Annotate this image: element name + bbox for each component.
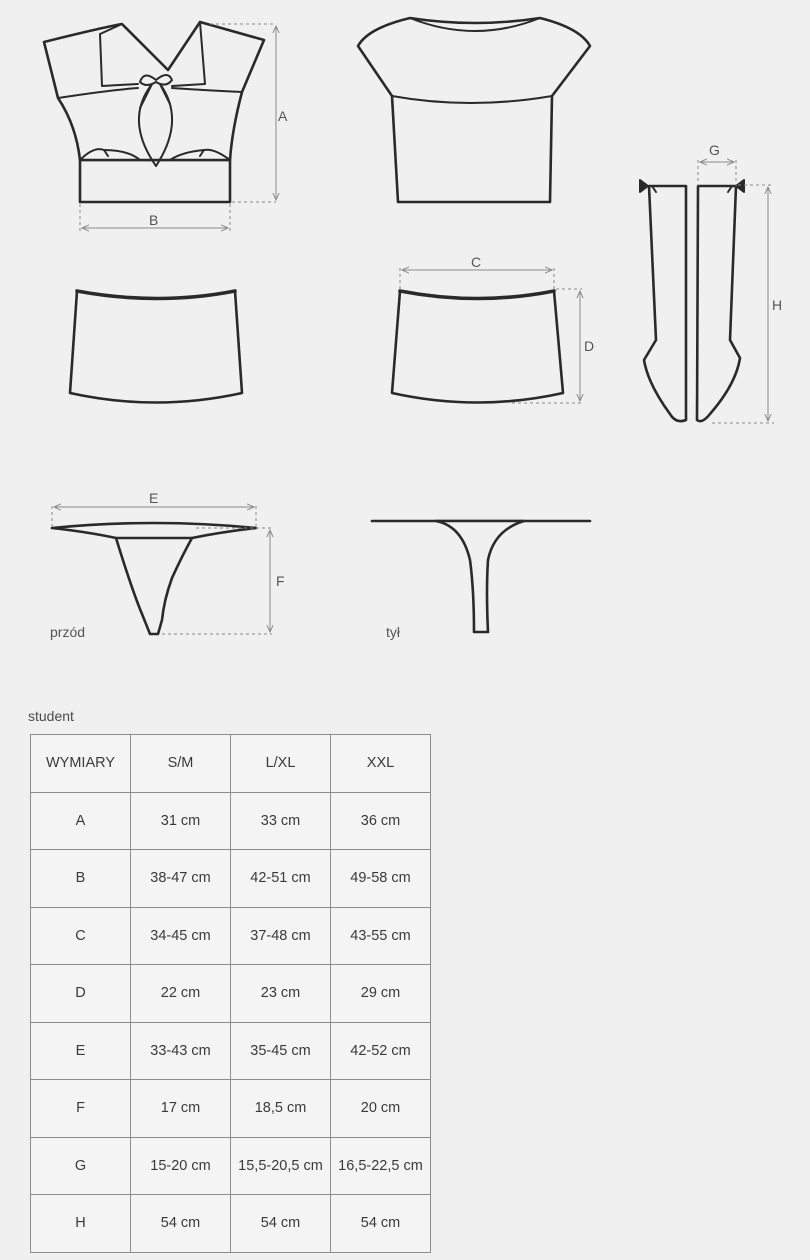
dimension-label-g: G xyxy=(709,142,720,158)
header-size-xxl: XXL xyxy=(331,735,431,793)
table-cell-value: 22 cm xyxy=(131,965,231,1023)
table-cell-value: 15,5-20,5 cm xyxy=(231,1137,331,1195)
table-cell-value: 34-45 cm xyxy=(131,907,231,965)
dimension-label-e: E xyxy=(149,490,159,506)
table-cell-value: 33 cm xyxy=(231,792,331,850)
table-cell-value: 16,5-22,5 cm xyxy=(331,1137,431,1195)
stockings-drawing xyxy=(640,180,744,421)
table-cell-dimension: E xyxy=(31,1022,131,1080)
table-row xyxy=(31,1080,431,1138)
table-cell-value: 33-43 cm xyxy=(131,1022,231,1080)
table-cell-dimension: F xyxy=(31,1080,131,1138)
table-cell-value: 20 cm xyxy=(331,1080,431,1138)
top-back-drawing xyxy=(358,18,590,202)
table-cell-value: 54 cm xyxy=(131,1195,231,1253)
table-cell-value: 54 cm xyxy=(231,1195,331,1253)
dimension-label-h: H xyxy=(772,297,783,313)
dimension-label-c: C xyxy=(471,254,482,270)
table-cell-value: 35-45 cm xyxy=(231,1022,331,1080)
table-cell-value: 15-20 cm xyxy=(131,1137,231,1195)
table-cell-dimension: G xyxy=(31,1137,131,1195)
table-cell-value: 29 cm xyxy=(331,965,431,1023)
table-cell-value: 36 cm xyxy=(331,792,431,850)
dimension-label-b: B xyxy=(149,212,159,228)
header-size-sm: S/M xyxy=(131,735,231,793)
table-cell-dimension: B xyxy=(31,850,131,908)
table-cell-value: 49-58 cm xyxy=(331,850,431,908)
panty-front-drawing xyxy=(52,523,256,634)
skirt-front-drawing xyxy=(70,291,242,403)
table-cell-dimension: A xyxy=(31,792,131,850)
table-row xyxy=(31,850,431,908)
table-cell-value: 37-48 cm xyxy=(231,907,331,965)
dimension-label-d: D xyxy=(584,338,595,354)
panty-front-label: przód xyxy=(50,624,86,640)
set-name-label: student xyxy=(28,708,74,724)
dimension-label-a: A xyxy=(278,108,288,124)
table-cell-value: 23 cm xyxy=(231,965,331,1023)
table-row xyxy=(31,792,431,850)
table-cell-dimension: D xyxy=(31,965,131,1023)
skirt-back-drawing xyxy=(392,291,563,403)
table-cell-value: 54 cm xyxy=(331,1195,431,1253)
dimension-label-f: F xyxy=(276,573,285,589)
table-cell-value: 17 cm xyxy=(131,1080,231,1138)
dimension-c xyxy=(400,268,554,290)
size-table-body xyxy=(31,792,431,1252)
table-row xyxy=(31,1022,431,1080)
panty-back-label: tył xyxy=(386,624,400,640)
table-cell-value: 38-47 cm xyxy=(131,850,231,908)
table-cell-dimension: C xyxy=(31,907,131,965)
table-cell-value: 31 cm xyxy=(131,792,231,850)
table-row xyxy=(31,1137,431,1195)
table-cell-value: 18,5 cm xyxy=(231,1080,331,1138)
top-front-drawing xyxy=(44,22,264,202)
table-cell-value: 42-52 cm xyxy=(331,1022,431,1080)
header-measurements: WYMIARY xyxy=(31,735,131,793)
size-table-header-row xyxy=(31,735,431,793)
table-cell-value: 42-51 cm xyxy=(231,850,331,908)
dimension-g xyxy=(698,160,736,186)
table-cell-dimension: H xyxy=(31,1195,131,1253)
table-row xyxy=(31,1195,431,1253)
header-size-lxl: L/XL xyxy=(231,735,331,793)
size-table xyxy=(30,734,431,1253)
panty-back-drawing xyxy=(372,521,590,632)
table-row xyxy=(31,907,431,965)
table-cell-value: 43-55 cm xyxy=(331,907,431,965)
table-row xyxy=(31,965,431,1023)
